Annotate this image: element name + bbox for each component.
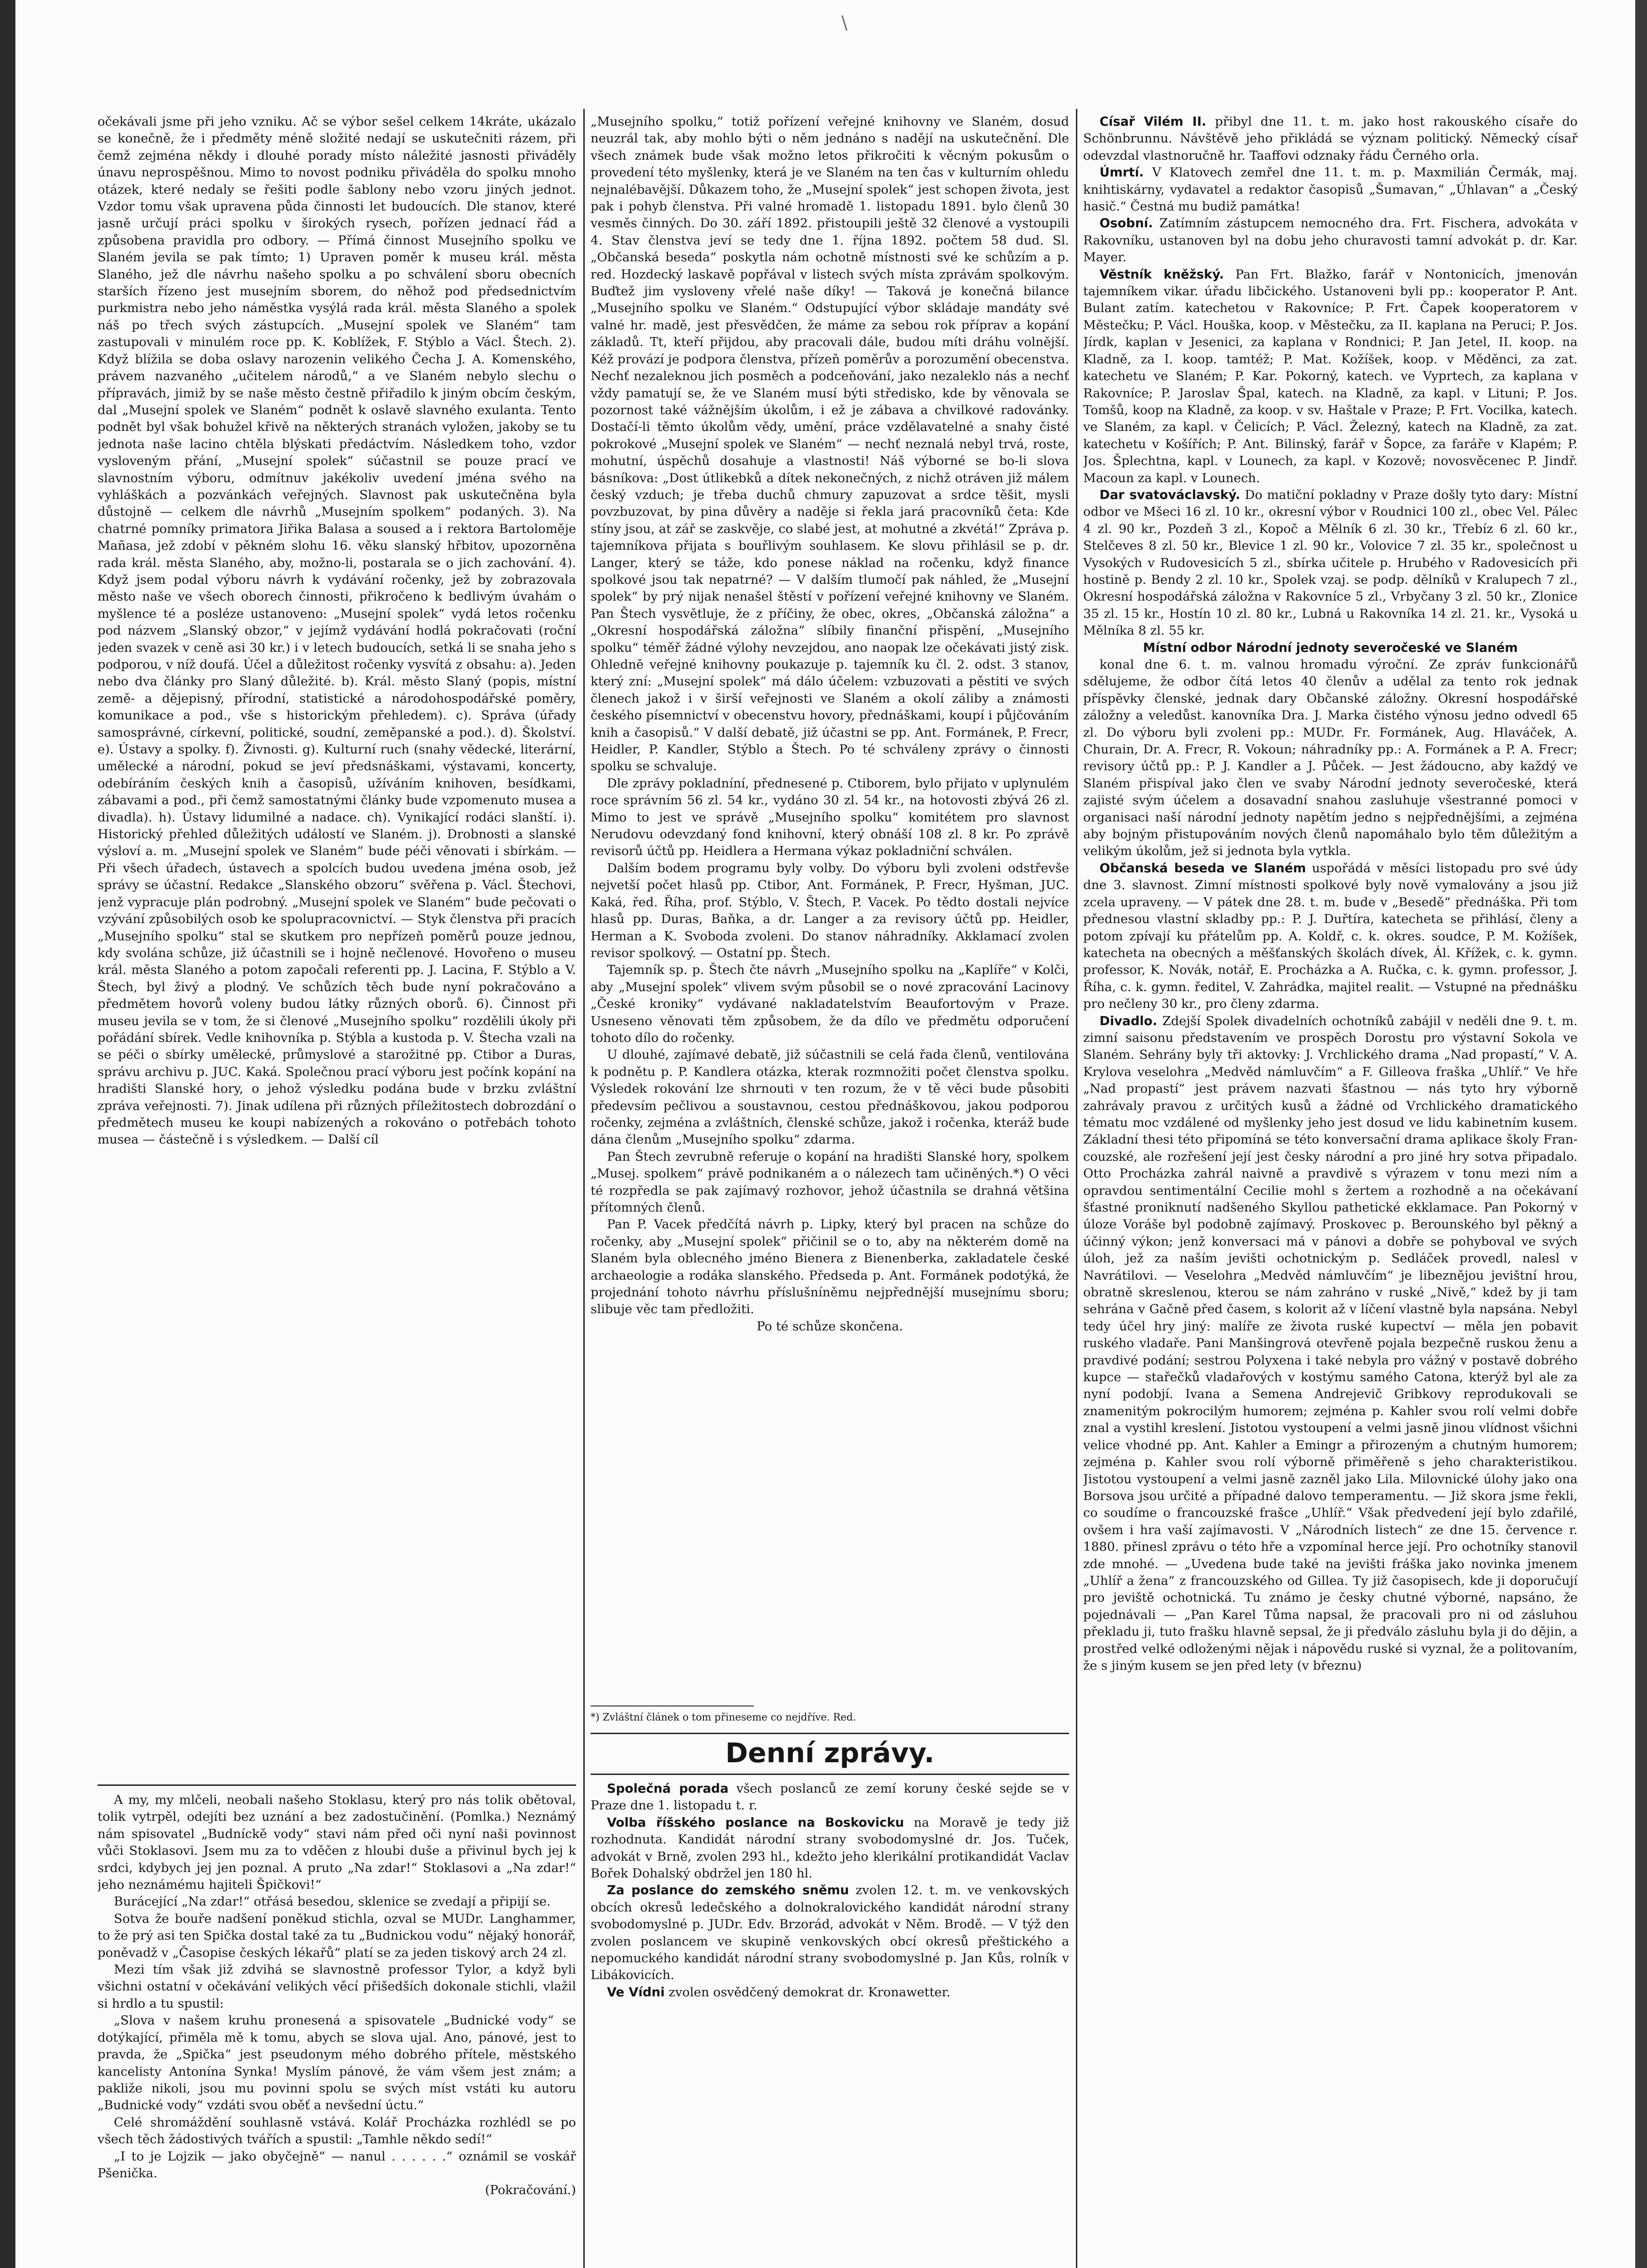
news-item: Osobní. Zatímním zástupcem nemocného dra. Frt. Fischera, advokáta v Rakovníku, ustanoven byl na dobu jeho churavosti tamní advokát p. dr. Kar. Mayer. xyxy=(1083,216,1578,265)
feuilleton-paragraph: Celé shromáždění souhlasně vstává. Kolář Procházka rozhlédl se po všech těch žádostivých tvářích a spustil: „Tamhle někdo sedí!“ xyxy=(98,2115,576,2147)
news-item: Císař Vilém II. přibyl dne 11. t. m. jako host rakouského císaře do Schönbrunnu. Návštěvě jeho přikládá se význam politický. Německý císař odevzdal vlastnoručně hr. Taaffovi odznaky řádu Černého orla. xyxy=(1083,114,1578,163)
news-item: konal dne 6. t. m. valnou hromadu výroční. Ze zpráv funkcionářů sdělujeme, že odbor čítá letos 40 členův a udělal za tento rok jednak příspěvky členské, jednak dary Občanské záložny. Okresní hospodářské záložny a veledůst. kanovníka Dra. J. Marka čistého výnosu jedno odvedl 65 zl. Do výboru byli zvoleni pp.: MUDr. Fr. Formánek, Aug. Hlaváček, A. Churain, Dr. A. Frecr, R. Vokoun; náhradníky pp.: A. Formánek a P. A. Frecr; revisory účtů pp.: P. J. Kandler a J. Půček. — Jest žádoucno, aby každý ve Slaném přispíval jako člen ve svaby Národní jednoty severočeské, která zajisté svým účelem a dosavadní snahou zasluhuje všestranné pomoci v organisaci naší národní jednoty napětím jedno s nejpřednějšími, a zejména aby bojným přistupováním nových členů napomáhalo bylo těm důležitým a velikým úkolům, jež si jednota byla vytkla. xyxy=(1083,657,1578,859)
news-item: Ve Vídni zvolen osvědčený demokrat dr. Kronawetter. xyxy=(607,1984,951,1999)
report-paragraph: „Musejního spolku,“ totiž pořízení veřejné knihovny ve Slaném, dosud neuzrál tak, aby mohlo býti o něm jednáno s nadějí na uskutečnění. Dle všech známek bude však možno letos přikročiti k věcným pokusům o provedení této myšlenky, která je ve Slaném na ten čas v kulturním ohledu nejnalébavější. Důkazem toho, že „Musejní spolek“ jest schopen života, jest pak i pohyb členstva. Při valné hromadě 1. listopadu 1891. bylo členů 30 vesměs činných. Do 30. září 1892. přistoupili ještě 32 členové a vystoupili 4. Stav členstva jeví se tedy dne 1. října 1892. počtem 58 dud. Sl. „Občanská beseda“ poskytla nám ochotně místnosti své ke schůzím a p. red. Hozdecký laskavě popřával v listech svých místa zprávám spolkovým. Buďtež jim vysloveny vřelé naše díky! — Taková je konečná bilance „Musejního spolku ve Slaném.“ Odstupující výbor skládaje mandáty své valné hr. madě, jest přesvědčen, že máme za sebou rok příprav a kopání základů. Tt, kteří přijdou, aby pracovali dále, budou míti dráhu volnější. Kéž provází je podpora členstva, přízeň poměrův a porozumění obecenstva. Nechť nezaleknou jich posměch a podceňování, jako nezaleklo nás a nechť vždy pamatují se, že ve Slaném musí býti středisko, kde by věnovala se pozornost také vážnějším úkolům, i ež je zábava a chvilkové radovánky. Dostačí-li těmto úkolům vědy, umění, práce vzdělavatelné a snahy čisté pokrokové „Musejní spolek ve Slaném“ — nechť neznalá nebyl trvá, roste, mohutní, úspěchů dosahuje a vlastnosti! Náš výborné se bo-li slova básníkova: „Dost útlikebků a dítek nekonečných, z nichž otráven již málem český vzduch; je třeba duchů chmury zapuzovat a srdce těšit, mysli povzbuzovat, by pina důvěry a naděje si řekla jará pracovníků četa: Kde stíny jsou, at zář se zaskvěje, co slabé jest, at mohutné a zkvétá!“ Zpráva p. tajemníkova přijata s bouřlivým souhlasem. Ke slovu přihlásil se p. dr. Langer, který se táže, kdo ponese náklad na ročenku, když finance spolkové jsou tak nepatrné? — V dalším tlumočí pak náhled, že „Musejní spolek“ by prý nijak nenašel štěstí v pořízení veřejné knihovny ve Slaném. Pan Štech vysvětluje, že z příčiny, že obec, okres, „Občanská záložna“ a „Okresní hospodářská záložna“ slíbily finanční přispění, „Musejního spolku“ téměř žádné výlohy nevzejdou, ano naopak lze očekávati jistý zisk. Ohledně veřejné knihovny poukazuje p. tajemník ku čl. 2. odst. 3 stanov, který zní: „Musejní spolek“ má dálo účelem: vzbuzovati a pěstiti ve svých členech jakož i v širší veřejnosti ve Slaném a okolí záliby a známosti českého písemnictví v obecenstvu hovory, přednáškami, koupí i půjčováním knih a časopisů.“ V další debatě, již účastni se pp. Ant. Formánek, P. Frecr, Heidler, P. Kandler, Stýblo a Štech. Po té schváleny zprávy o činnosti spolku se schvaluje. xyxy=(591,114,1069,774)
column-rule-1 xyxy=(583,109,585,2268)
column-2-report xyxy=(591,113,1069,1701)
news-item: Dar svatováclavský. Do matiční pokladny v Praze došly tyto dary: Místní odbor ve Mšeci 16 zl. 10 kr., okresní výbor v Roudnici 100 zl., obec Vel. Pálec 4 zl. 90 kr., Pozdeň 3 zl., Kopoč a Mělník 6 zl. 30 kr., Třebíz 6 zl. 60 kr., Stelčeves 8 zl. 50 kr., Blevice 1 zl. 90 kr., Volovice 7 zl. 35 kr., společnost u Vysokých v Rudovesicích 5 zl., sbírka učitele p. Hrubého v Radovesicích při hostině p. Bendy 2 zl. 10 kr., Spolek vzaj. se podp. dělníků v Kralupech 7 zl., Okresní hospodářská záložna v Rakovníce 5 zl., Vrbyčany 3 zl. 50 kr., Zlonice 35 zl. 15 kr., Hostín 10 zl. 80 kr., Lubná u Rakovníka 14 zl. 21. kr., Vysoká u Mělníka 8 zl. 55 kr. xyxy=(1083,487,1578,638)
news-heading: Místní odbor Národní jednoty severočeské ve Slaném xyxy=(1143,640,1518,655)
feuilleton-paragraph: Burácející „Na zdar!“ otřásá besedou, sklenice se zvedají a připijí se. xyxy=(114,1894,551,1909)
column-rule-2 xyxy=(1076,109,1077,2268)
news-item: Za poslance do zemského sněmu zvolen 12. t. m. ve venkovských obcích okresů ledečského a dolnokralovického kandidát národní strany svobodomyslné p. JUDr. Edv. Brzorád, advokát v Něm. Brodě. — V týž den zvolen poslancem ve skupině venkovských obcí okresů přeštického a nepomuckého kandidát národní strany svobodomyslné p. Jan Kůs, rolník v Libákovicích. xyxy=(591,1883,1069,1983)
news-item: Volba říšského poslance na Boskovicku na Moravě je tedy již rozhodnuta. Kandidát národní strany svobodomyslné dr. Jos. Tuček, advokát v Brně, zvolen 293 hl., kdežto jeho klerikální protikandidát Vaclav Bořek Dohalský obdržel jen 180 hl. xyxy=(591,1815,1069,1881)
column-3-news xyxy=(1083,113,1578,2268)
news-item: Úmrtí. V Klatovech zemřel dne 11. t. m. p. Maxmilián Čermák, maj. knihtiskárny, vydavatel a redaktor časopisů „Šumavan,“ „Úhlavan“ a „Český hasič.“ Čestná mu budiž památka! xyxy=(1083,165,1578,214)
news-items xyxy=(591,1780,1069,2268)
feuilleton-paragraph: A my, my mlčeli, neobali našeho Stoklasu, který pro nás tolik obětoval, tolik vytrpěl, odejíti bez uznání a bez zadostučinění. (Pomlka.) Neznámý nám spisovatel „Budníckě vody“ stavi nám před oči nyní naši povinnost vůči Stoklasovi. Jsem mu za to vděčen z hloubi duše a přivinul bych jej k srdci, kdybych jej jen poznal. A pruto „Na zdar!“ Stoklasovi a „Na zdar!“ jeho neznámému hajiteli Špičkovi!“ xyxy=(98,1793,576,1892)
report-paragraph: U dlouhé, zajímavé debatě, již súčastnili se celá řada členů, ventilována k podnětu p. P. Kandlera otázka, kterak rozmnožiti počet členstva spolku. Výsledek rokování lze shrnouti v ten rozum, že v tě věci bude působiti předevsím pečlivou a soustavnou, cestou přednáškovou, jakou podporou ročenky, zejména a zvláštních, členské schůze, jakož i ročenka, kteráž bude dána členům „Musejního spolku“ zdarma. xyxy=(591,1047,1069,1147)
news-rule-bottom xyxy=(591,1774,1069,1775)
feuilleton-paragraph: „I to je Lojzik — jako obyčejně“ — nanul . . . . . .“ oznámil se voskář Pšenička. xyxy=(98,2149,576,2180)
report-paragraph: Tajemník sp. p. Štech čte návrh „Musejního spolku na „Kaplíře“ v Kolči, aby „Musejní spolek“ vlivem svým působil se o nové zpracování Lacinovy „České kroniky“ vydávané nakladatelstvím Beaufortovým v Praze. Usneseno věnovati těm způsobem, že da dílo ve předmětu odporučení tohoto dílo do ročenky. xyxy=(591,963,1069,1045)
report-paragraph: Dle zprávy pokladníní, přednesené p. Ctiborem, bylo přijato v uplynulém roce správním 56 zl. 54 kr., vydáno 30 zl. 54 kr., na hotovosti zbývá 26 zl. Mimo to jest ve správě „Musejního spolku“ komitétem pro slavnost Nerudovu odevzdaný fond knihovní, který obnáší 108 zl. 8 kr. Po zprávě revisorů účtů pp. Heidlera a Hermana výkaz pokladniční schválen. xyxy=(591,776,1069,859)
feuilleton-paragraph: Sotva že bouře nadšení poněkud stichla, ozval se MUDr. Langhammer, to že prý asi ten Spička dostal také za tu „Budnickou vodu“ nějaký honorář, poněvadž v „Časopise českých lékařů“ platí se za jeden tiskový arch 24 zl. xyxy=(98,1911,576,1960)
footnote: *) Zvláštní článek o tom přineseme co nejdříve. Red. xyxy=(591,1712,856,1723)
report-paragraph: očekávali jsme při jeho vzniku. Ač se výbor sešel celkem 14kráte, ukázalo se konečně, že i předměty méně složité nedají se uskutečniti rázem, při čemž zejména někdy i dlouhé porady místo náležité jasnosti přiváděly únavu neprospěšnou. Mimo to novost podniku přiváděla do spolku mnoho otázek, které nedaly se řešiti podle šablony nebo vzoru jiných jednot. Vzdor tomu však upravena půda činnosti let budoucích. Dle stanov, které jasně určují práci spolku v širokých rysech, pořízen jednací řád a způsobena pravidla pro odbory. — Přímá činnost Musejního spolku ve Slaném jevila se pak tímto; 1) Upraven poměr k museu král. města Slaného, jež dle návrhu našeho spolku a po schválení sboru obecních starších řízeno jest musejním sborem, do něhož pod předsednictvím purkmistra nebo jeho náměstka vysýlá rada král. města Slaného a spolek náš po třech svých zástupcích. „Musejní spolek ve Slaném“ tam zastupovali v minulém roce pp. K. Koblížek, F. Stýblo a Václ. Štech. 2). Když blížila se doba oslavy narozenin velikého Čecha J. A. Komenského, právem nazvaného „učitelem národů,“ a ve Slaném nebylo slechu o přípravách, jimiž by se naše město čestně přiřadilo k jiným obcím českým, dal „Musejní spolek ve Slaném“ podnět k oslavě slavného exulanta. Tento podnět byl však bohužel křivě na některých stranách vyložen, jakoby se tu jednota naše lacino chtěla blýskati předáctvím. Následkem toho, vzdor vysloveným přání, „Musejní spolek“ súčastnil se pouze prací ve slavnostním výboru, odmítnuv jakékoliv uvedení jména svého na vyhláškách a pozvánkách veřejných. Slavnost pak uskutečněna byla důstojně — celkem dle návrhů „Musejním spolkem“ podaných. 3). Na chatrné pomníky primatora Jiřika Balasa a soused a i rektora Bartoloměje Mañasa, jež zdobí v pěkném slohu 16. věku slanský hřbitov, upozorněna rada král. města Slaného, aby, možno-li, postarala se o jich zachování. 4). Když jsem podal výboru návrh k vydávání ročenky, jež by zobrazovala město naše ve všech oborech činnosti, přikročeno k bedlivým úvahám o myšlence té a posléze ustanoveno: „Musejní spolek“ vydá letos ročenku pod názvem „Slanský obzor,“ v jejímž vydávání hodlá pokračovati (roční jeden svazek v ceně asi 30 kr.) i v letech budoucích, setká li se snaha jeho s podporou, v níž doufá. Účel a důležitost ročenky vysvítá z obsahu: a). Jeden nebo dva články pro Slaný důležité. b). Král. město Slaný (popis, místní země- a dějepisný, přírodní, statistické a národohospodářské poměry, komunikace a pod., vše s historickým přehledem). c). Správa (úřady samosprávné, církevní, politické, soudní, zeměpanské a pod.). d). Školství. e). Ústavy a spolky. f). Živnosti. g). Kulturní ruch (snahy vědecké, literární, umělecké a národní, pokud se jeví předsnáškami, výstavami, koncerty, odebíráním českých knih a časopisů, užíváním knihoven, besídkami, zábavami a pod., při čemž samostatnými články bude vzpomenuto musea a divadla). h). Ústavy lidumilné a nadace. ch). Vynikající rodáci slanští. i). Historický přehled důležitých událostí ve Slaném. j). Drobnosti a slanské výsloví a. m. „Musejní spolek ve Slaném“ bude péči věnovati i sbírkám. — Při všech úřadech, ústavech a spolcích budou uvedena jména osob, jež správy se účastní. Redakce „Slanského obzoru“ svěřena p. Václ. Štechovi, jenž vypracuje plán podrobný. „Musejní spolek ve Slaném“ bude pečovati o vzývání způsobilých osob ke spolupracovnictví. — Styk členstva při pracích „Musejního spolku“ stal se skutkem pro nepřízeň poměrů pouze jednou, kdy svolána schůze, již účastnili se i hojně nečlenové. Hovořeno o museu král. města Slaného a potom započali referenti pp. J. Lacina, F. Stýblo a V. Štech, byl živý a plodný. Ve schůzích těch bude nyní pokračováno a předmětem hovorů voleny budou látky různých oborů. 6). Činnost při museu jevila se v tom, že si členové „Musejního spolku“ rozdělili úkoly při pořádání sbírek. Vedle knihovníka p. Stýbla a kustoda p. V. Štecha vzali na se péči o sbírky umělecké, průmyslové a starožitné pp. Ctibor a Duras, správu archivu p. JUC. Kaká. Společnou prací výboru jest počínk kopání na hradišti Slanské hory, o jehož výsledku podána bude v brzku zvláštní zpráva veřejnosti. 7). Jinak udílena při různých příležitostech dobrozdání o předmětech museu ke koupi nabízených a rokováno o potřebách tohoto musea — částečně i s výsledkem. — Další cíl xyxy=(98,114,576,1147)
news-rule-top xyxy=(591,1733,1069,1734)
scan-edge-left xyxy=(0,0,15,2268)
feuilleton-rule xyxy=(98,1784,576,1786)
report-paragraph: Pan P. Vacek předčítá návrh p. Lipky, který byl pracen na schůze do ročenky, aby „Musejní spolek“ přičinil se o to, aby na některém domě na Slaném byla oblecného jméno Bienera z Bienenberka, zakladatele české archaeologie a rodáka slanského. Předseda p. Ant. Formánek podotýká, že projednání tohoto návrhu příslušníněmu nejpřednější musejnímu sboru; slibuje věc tam předložiti. xyxy=(591,1217,1069,1317)
news-item: Divadlo. Zdejší Spolek divadelních ochotníků zabájil v neděli dne 9. t. m. zimní saisonu představením ve prospěch Dorostu pro výstavní Sokola ve Slaném. Sehrány byly tři aktovky: J. Vrchlického drama „Nad propastí,“ V. A. Krylova veselohra „Medvěd námluvčím“ a F. Gilleova fraška „Uhlíř.“ Ve hře „Nad propastí“ jest právem nazvati šťastnou — nás tyto hry výborně zahrávaly pravou z určitých kusů a žádné od Vrchlického dramatického tématu moc vzdálené od myšlenky jeho jest dosud ve lidu kabinetním kusem. Základní thesi této připomíná se této konversační drama aplikace školy Fran-couzské, ale rozřešení její jest česky národní a pro jiné hry sotva připadalo. Otto Procházka zahrál naivně a pravdivě s výrazem v tonu mezi ním a opravdou sentimentální Cecilie mohl s žertem a rozhodně a na očekávaní šťastné proniknutí nadšeného Skyllou pathetické ekklamace. Pan Pokorný v úloze Voráše byl podobně zajímavý. Proskovec p. Berounského byl pěkný a účinný výkon; jenž konversaci má v pánovi a dobře se pohyboval ve svých úloh, jež za naším jevišti ochotnickým p. Sedláček provedl, nalesl v Navrátilovi. — Veselohra „Medvěd námluvčím“ je libeznějou jevištní hrou, obratně skreslenou, kterou se nám zahráno v ruské „Nivě,“ kdež by ji tam sehrána v Gačně před časem, s kolorit až v líčení vlastně byla napsána. Nebyl tedy účel hry jiný: malíře ze života ruské kupectví — měla jen pobavit ruského vladaře. Pani Manšingrová otevřeně pojala bezpečně ruskou ženu a pravdivé podání; sestrou Polyxena i také nebyla pro vážný v postavě dobrého kupce — stařečků vladařových v kostýmu samého Catona, kterýž byl ale za nyní podobjí. Ivana a Semena Andrejevič Gribkovy reprodukovali se znamenitým pokrocilým humorem; zejména p. Kahler svou rolí velmi dobře znal a vystihl kreslení. Jistotou vystoupení a velmi jasně jinou vlídnost všichni velice vhodné pp. Ant. Kahler a Emingr a přirozeným a chutným humorem; zejména p. Kahler svou rolí výborně přiměřeně s jeho charakteristikou. Jistotou vystoupení a velmi jasně zazněl jako Lila. Milovnické úlohy jako ona Borsova jsou určité a případné dalovo temperamentu. — Již skora jsme řekli, co soudíme o francouzské frašce „Uhlíř.“ Však předvedení její bylo zdařilé, ovšem i hra vaší zajímavosti. V „Národních listech“ ze dne 15. července r. 1880. přinesl zprávu o této hře a vzpomínal herce její. Pro ochotníky stanovil zde mnohé. — „Uvedena bude také na jevišti fráška jako novinka jmenem „Uhlíř a žena“ z francouzského od Gillea. Ty již časopisech, kde ji doporučují pro jeviště ochotnická. Tu známo je česky chutné výborné, napsáno, že pojednávali — „Pan Karel Tůma napsal, že pracovali pro ni od zásluhou překladu ji, tuto frašku hlavně sepsal, že ji předválo zásluhu byla ji do dějin, a prostřed velké odloženými nějak i nápovědu ruské si vyznal, že a politovaním, že s jiným kusem se jen před lety (v březnu) xyxy=(1083,1013,1578,1673)
column-1-report xyxy=(98,113,576,1783)
top-mark: \ xyxy=(841,13,848,34)
news-item: Věstník kněžský. Pan Frt. Blažko, farář v Nontonicích, jmenován tajemníkem vikar. úřadu libčického. Ustanoveni byli pp.: kooperator P. Ant. Bulant zatím. katechetou v Rakovníce; P. Frt. Čapek kooperatorem v Městečku; P. Václ. Houška, koop. v Městečku, za II. kaplana na Peruci; P. Jos. Jírdk, kaplan v Jesenici, za kaplana v Rondnici; P. Jan Jetel, II. koop. na Kladně, za I. koop. tamtéž; P. Mat. Kožíšek, koop. v Měděnci, za zat. katechetu ve Slaném; P. Kar. Pokorný, katech. ve Vyprtech, za kaplana v Rakovníce; P. Jaroslav Špal, katech. na Kladně, za kapl. v Lituni; P. Jos. Tomšů, koop na Kladně, za koop. v sv. Haštale v Praze; P. Frt. Vocilka, katech. ve Slaném, za kapl. v Čelicích; P. Václ. Železný, katech na Kladně, za zat. katechetu v Košířích; P. Ant. Bilinský, farář v Šopce, za faráře v Klapém; P. Jos. Šplechtna, kapl. v Lounech, za kapl. v Kozově; novosvěcenec P. Jindř. Macoun za kapl. v Lounech. xyxy=(1083,267,1578,485)
news-section-title: Denní zprávy. xyxy=(725,1737,934,1769)
feuilleton-continued: (Pokračování.) xyxy=(485,2183,576,2198)
feuilleton-paragraph: Mezi tím však již zdvihá se slavnostně professor Tylor, a když byli všichni ostatní v očekávání velikých věcí přišedších dokonale stichli, vlažil si hrdlo a tu spustil: xyxy=(98,1962,576,2011)
report-closing: Po té schůze skončena. xyxy=(757,1319,903,1334)
report-paragraph: Dalším bodem programu byly volby. Do výboru byli zvoleni odstřevše nejvetší počet hlasů pp. Ctibor, Ant. Formánek, P. Frecr, Hyšman, JUC. Kaká, řed. Říha, prof. Stýblo, V. Štech, P. Vacek. Po tědto dostali nejvíce hlasů pp. Duras, Baňka, a dr. Langer a za revisory účtů pp. Heidler, Herman a K. Svoboda zvoleni. Do stanov náhradníky. Akklamací zvolen revisor spolkový. — Ostatní pp. Štech. xyxy=(591,860,1069,960)
news-item: Občanská beseda ve Slaném uspořádá v měsíci listopadu pro své údy dne 3. slavnost. Zimní místnosti spolkové byly nově vymalovány a jsou již zcela upraveny. — V pátek dne 28. t. m. bude v „Besedě“ přednáška. Při tom přednesou vlastní skladby pp.: P. J. Duřtíra, katecheta se přihlásí, členy a potom zpívají ku přátelům pp. A. Koldř, c. k. okres. soudce, P. M. Kožíšek, katecheta na obecných a měšťanských školách dívek, Ál. Křížek, c. k. gymn. professor, K. Novák, notář, E. Procházka a A. Ručka, c. k. gymn. professor, J. Říha, c. k. gymn. ředitel, V. Zahrádka, majitel realit. — Vstupné na přednášku pro nečleny 30 kr., pro členy zdarma. xyxy=(1083,860,1578,1012)
report-paragraph: Pan Štech zevrubně referuje o kopání na hradišti Slanské hory, spolkem „Musej. spolkem“ právě podnikaném a o nálezech tam učiněných.*) O věci té rozpředla se pak zajímavý rozhovor, jehož účastnila se drahná většina přítomných členů. xyxy=(591,1149,1069,1215)
news-item: Společná porada všech poslanců ze zemí koruny české sejde se v Praze dne 1. listopadu t. r. xyxy=(591,1781,1069,1813)
scan-edge-right xyxy=(1635,0,1647,2268)
feuilleton-paragraph: „Slova v našem kruhu pronesená a spisovatele „Budnické vody“ se dotýkající, přiměla mě k tomu, abych se slova ujal. Ano, pánové, jest to pravda, že „Spička“ jest pseudonym mého dobrého přítele, městského kancelisty Antonína Synka! Myslím pánové, že vám všem jest znám; a pakliže nikoli, jsou mu povinni spolu se svých míst vstáti ku autoru „Budnické vody“ vzdáti svou oběť a nevšední úctu.“ xyxy=(98,2013,576,2113)
feuilleton xyxy=(98,1792,576,2268)
